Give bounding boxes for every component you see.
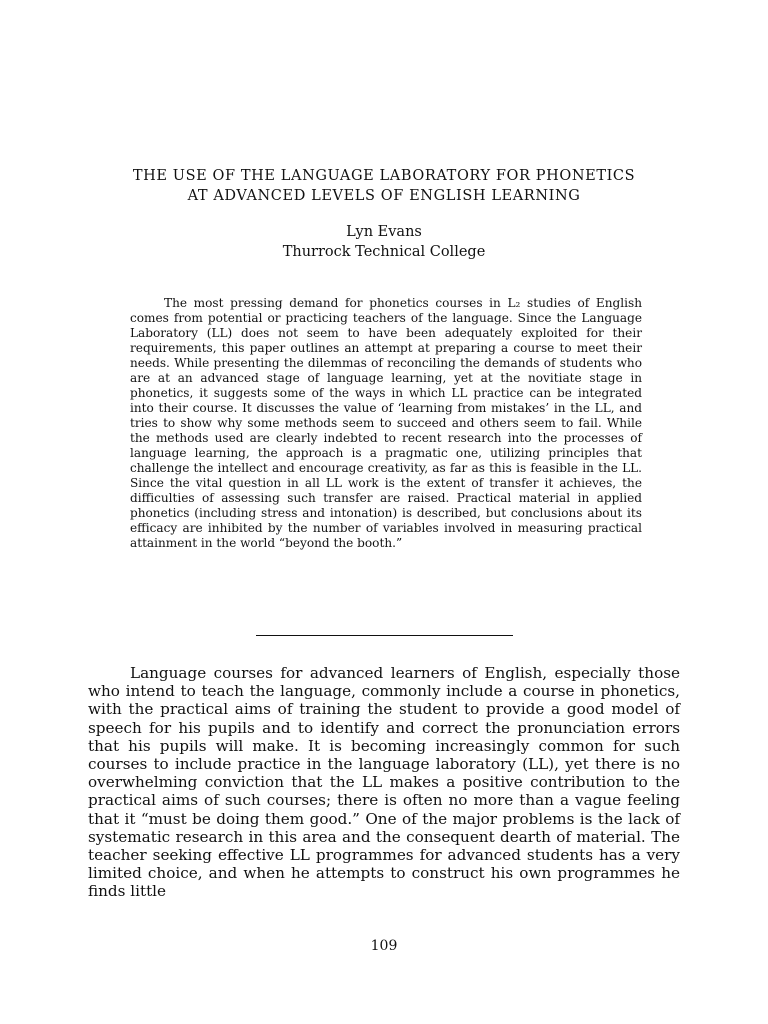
abstract: The most pressing demand for phonetics courses in L₂ studies of English comes from potential or practicing teachers of the language. Since the Language Laboratory (LL) does not seem to have been adequately exploited for their requirements, this paper outlines an attempt at preparing a course to meet their needs. While presenting the dilemmas of reconciling the demands of students who are at an advanced stage of language learning, yet at the novitiate stage in phonetics, it suggests some of the ways in which LL practice can be integrated into their course. It discusses the value of ‘learning from mistakes’ in the LL, and tries to show why some methods seem to succeed and others seem to fail. While the methods used are clearly indebted to recent research into the processes of language learning, the approach is a pragmatic one, utilizing principles that challenge the intellect and encourage creativity, as far as this is feasible in the LL. Since the vital question in all LL work is the extent of transfer it achieves, the difficulties of assessing such transfer are raised. Practical material in applied phonetics (including stress and intonation) is described, but conclusions about its efficacy are inhibited by the number of variables involved in measuring practical attainment in the world “beyond the booth.” bbox=[130, 296, 642, 550]
paper-title bbox=[60, 166, 708, 206]
author-name: Lyn Evans bbox=[346, 224, 422, 240]
section-divider bbox=[256, 635, 513, 636]
body-paragraph: Language courses for advanced learners of English, especially those who intend to teach the language, commonly include a course in phonetics, with the practical aims of training the student to provide a good model of speech for his pupils and to identify and correct the pronunciation errors that his pupils will make. It is becoming increasingly common for such courses to include practice in the language laboratory (LL), yet there is no overwhelming conviction that the LL makes a positive contribution to the practical aims of such courses; there is often no more than a vague feeling that it “must be doing them good.” One of the major problems is the lack of systematic research in this area and the consequent dearth of material. The teacher seeking effective LL programmes for advanced students has a very limited choice, and when he attempts to construct his own programmes he finds little bbox=[88, 664, 680, 901]
page-number: 109 bbox=[370, 938, 398, 954]
title-line-1: THE USE OF THE LANGUAGE LABORATORY FOR PHONETICS bbox=[132, 168, 636, 184]
author-block bbox=[0, 222, 768, 262]
title-line-2: AT ADVANCED LEVELS OF ENGLISH LEARNING bbox=[187, 188, 581, 204]
author-affiliation: Thurrock Technical College bbox=[282, 244, 486, 260]
